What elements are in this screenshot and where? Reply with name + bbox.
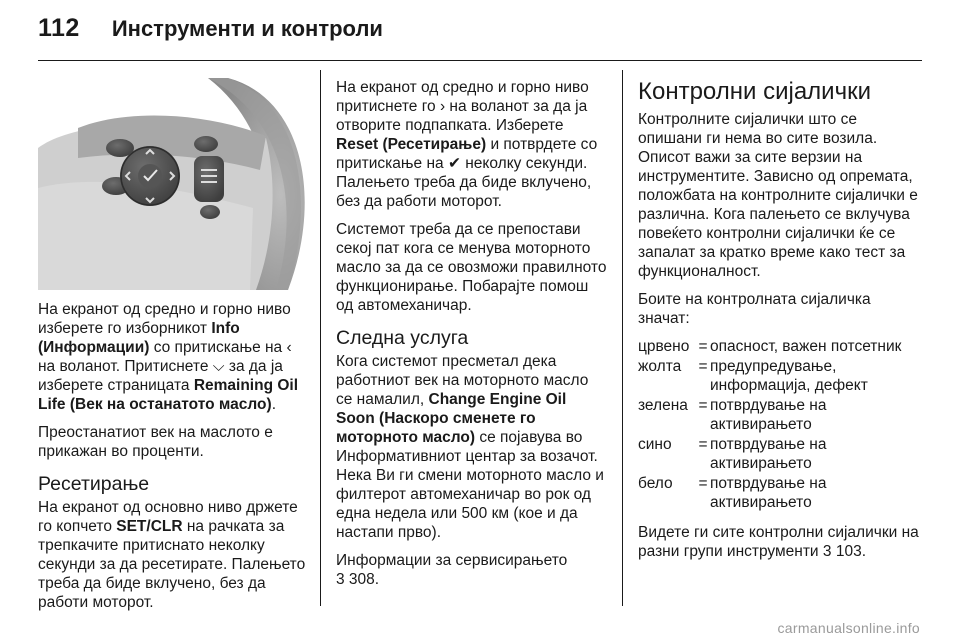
color-name: жолта bbox=[638, 358, 682, 375]
chevron-left-icon: ‹ bbox=[286, 339, 292, 356]
paragraph-info-menu: На екранот од средно и горно ниво изберете го изборникот Info (Информации) со притискање на ‹ на воланот. Притиснете ⌵ за да ја изберете страницата Remaining Oil Life (Век на останатото масло). bbox=[38, 301, 299, 413]
page-number: 112 bbox=[38, 14, 80, 42]
equals-sign: = bbox=[698, 338, 708, 355]
color-name: црвено bbox=[638, 338, 690, 355]
equals-sign: = bbox=[698, 475, 708, 492]
heading-reset: Ресетирање bbox=[38, 473, 150, 495]
message-change-engine-oil-soon: Change Engine Oil Soon (Наскоро сменете го моторното масло) bbox=[336, 391, 567, 446]
heading-next-service: Следна услуга bbox=[336, 327, 469, 349]
button-name-set-clr: SET/CLR bbox=[116, 518, 183, 535]
table-row bbox=[638, 396, 924, 435]
running-title: Инструменти и контроли bbox=[111, 16, 383, 41]
equals-sign: = bbox=[698, 397, 708, 414]
menu-item-reset: Reset (Ресетирање) bbox=[336, 136, 487, 153]
color-name: бело bbox=[638, 475, 673, 492]
paragraph-service-reference: Информации за сервисирањето 3 308. bbox=[336, 552, 568, 588]
page-reference-link[interactable]: 308. bbox=[344, 571, 380, 588]
color-meaning: потврдување на активирањето bbox=[710, 475, 827, 511]
indicator-color-table bbox=[638, 337, 924, 513]
paragraph-percent: Преостанатиот век на маслото е прикажан во проценти. bbox=[38, 424, 273, 460]
paragraph-submenu: На екранот од средно и горно ниво притиснете го › на воланот за да ја отворите подпапката. Изберете Reset (Ресетирање) и потврдете со притискање на ✔ неколку секунди. Палењето треба да биде вклучено, без да работи моторот. bbox=[336, 79, 598, 210]
watermark: carmanualsonline.info bbox=[777, 620, 920, 636]
steering-wheel-icon bbox=[38, 78, 310, 290]
table-row bbox=[638, 337, 924, 357]
page-header bbox=[38, 14, 383, 50]
chevron-down-icon: ⌵ bbox=[212, 358, 225, 375]
column-3 bbox=[638, 78, 924, 570]
paragraph-colors-mean: Боите на контролната сијаличка значат: bbox=[638, 291, 871, 327]
column-divider-1 bbox=[320, 70, 321, 606]
table-row bbox=[638, 474, 924, 513]
color-meaning: потврдување на активирањето bbox=[710, 436, 827, 472]
page-name-remaining-oil-life: Remaining Oil Life (Век на останатото масло) bbox=[38, 377, 299, 413]
header-rule bbox=[38, 60, 922, 61]
column-2 bbox=[336, 78, 608, 598]
chevron-right-icon: › bbox=[439, 98, 446, 115]
checkmark-icon: ✔ bbox=[447, 155, 461, 172]
paragraph-reset: На екранот од основно ниво држете го копчето SET/CLR на рачката за трепкачите притиснато неколку секунди за да ресетирате. Палењето треба да биде вклучено, без да работи моторот. bbox=[38, 499, 306, 611]
page-reference-icon: 3 bbox=[336, 571, 345, 588]
page-reference-link[interactable]: 103. bbox=[831, 543, 867, 560]
page-reference-icon: 3 bbox=[822, 543, 832, 560]
color-name: зелена bbox=[638, 397, 688, 414]
column-divider-2 bbox=[622, 70, 623, 606]
table-row bbox=[638, 435, 924, 474]
paragraph-system-reset: Системот треба да се препостави секој пат кога се менува моторното масло за да се овозможи правилното функционирање. Побарајте помош од автомеханичар. bbox=[336, 221, 607, 314]
column-1 bbox=[38, 78, 310, 621]
color-meaning: опасност, важен потсетник bbox=[710, 338, 902, 355]
heading-control-indicators: Контролни сијалички bbox=[638, 78, 871, 105]
paragraph-next-service: Кога системот пресметал дека работниот век на моторното масло се намалил, Change Engine Oil Soon (Наскоро сменете го моторното масло) се појавува во Информативниот центар за возачот. Нека Ви ги смени моторното масло и филтерот автомеханичар во рок од една недела или 500 км (кое и да настапи прво). bbox=[336, 353, 604, 541]
color-name: сино bbox=[638, 436, 672, 453]
steering-wheel-controls-illustration bbox=[38, 78, 310, 290]
paragraph-indicators-intro: Контролните сијалички што се опишани ги нема во сите возила. Описот важи за сите верзии на инструментите. Зависно од опремата, положбата на контролните сијалички е различна. Кога палењето се вклучува повеќето контролни сијалички ќе се запалат за кратко време како тест за функционалност. bbox=[638, 111, 918, 280]
equals-sign: = bbox=[698, 358, 708, 375]
color-meaning: предупредување, информација, дефект bbox=[710, 358, 868, 394]
equals-sign: = bbox=[698, 436, 708, 453]
table-row bbox=[638, 357, 924, 396]
menu-name-info: Info (Информации) bbox=[38, 320, 240, 356]
color-meaning: потврдување на активирањето bbox=[710, 397, 827, 433]
paragraph-see-all-indicators: Видете ги сите контролни сијалички на разни групи инструменти 3 103. bbox=[638, 524, 919, 560]
